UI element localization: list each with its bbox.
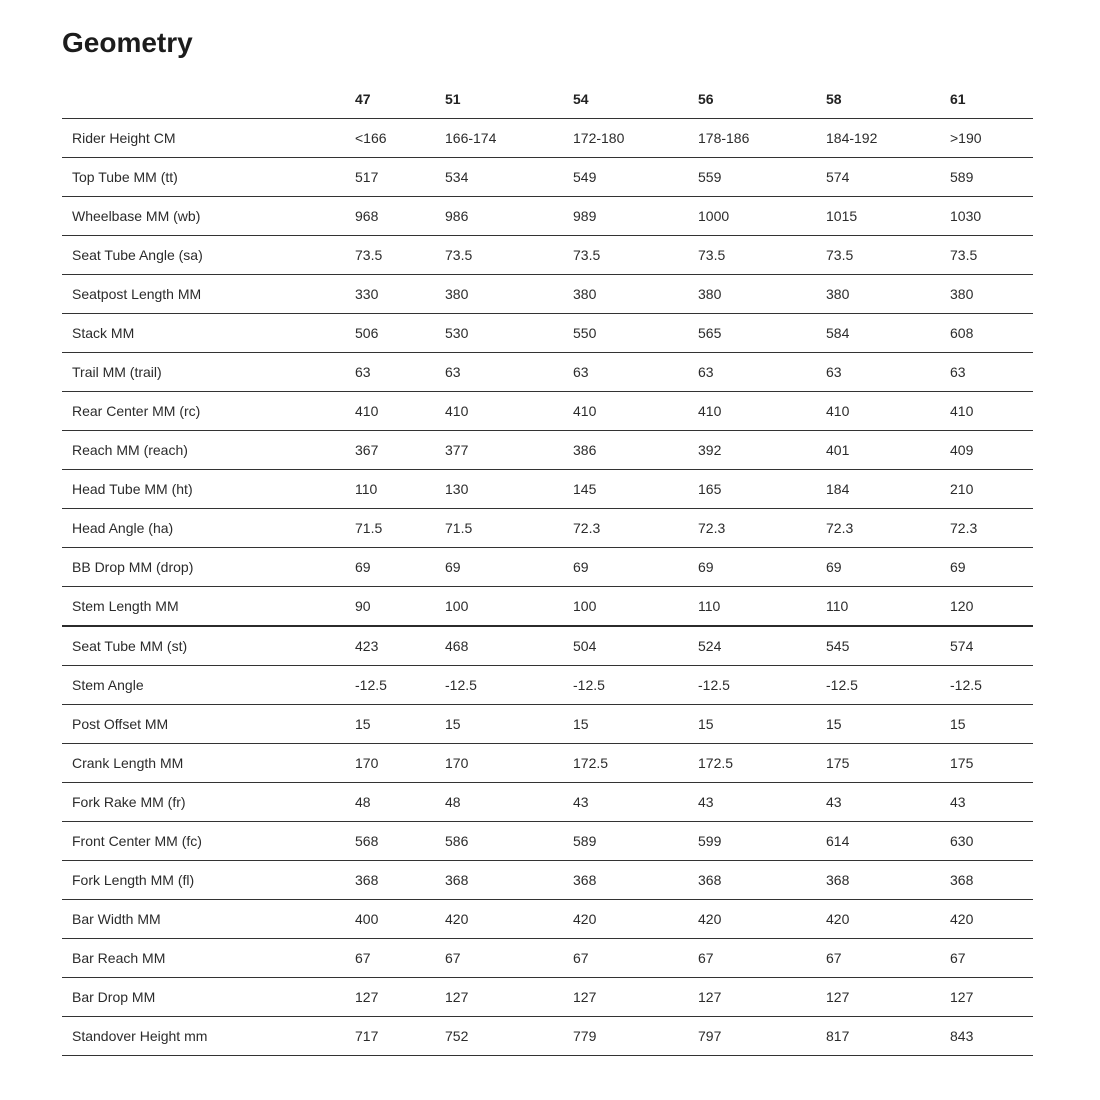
row-value: 504 (563, 626, 688, 666)
row-value: 72.3 (940, 509, 1033, 548)
corner-cell (62, 85, 345, 119)
row-value: 534 (435, 158, 563, 197)
row-value: 172-180 (563, 119, 688, 158)
geometry-table (62, 85, 1033, 1056)
row-value: 400 (345, 900, 435, 939)
table-row (62, 978, 1033, 1017)
row-value: 368 (345, 861, 435, 900)
row-value: 368 (940, 861, 1033, 900)
row-label: BB Drop MM (drop) (62, 548, 345, 587)
table-row (62, 392, 1033, 431)
table-row (62, 548, 1033, 587)
row-value: 574 (940, 626, 1033, 666)
row-label: Seatpost Length MM (62, 275, 345, 314)
row-value: 377 (435, 431, 563, 470)
row-value: 67 (563, 939, 688, 978)
row-value: 172.5 (563, 744, 688, 783)
row-label: Stem Length MM (62, 587, 345, 627)
row-label: Crank Length MM (62, 744, 345, 783)
column-header-size-51: 51 (435, 85, 563, 119)
row-value: 517 (345, 158, 435, 197)
row-value: 69 (940, 548, 1033, 587)
geometry-table-body (62, 119, 1033, 1056)
row-value: 420 (816, 900, 940, 939)
row-value: -12.5 (940, 666, 1033, 705)
row-label: Standover Height mm (62, 1017, 345, 1056)
row-value: 506 (345, 314, 435, 353)
row-value: 410 (563, 392, 688, 431)
row-value: 90 (345, 587, 435, 627)
row-value: 330 (345, 275, 435, 314)
row-value: 110 (688, 587, 816, 627)
row-value: 584 (816, 314, 940, 353)
row-value: 67 (345, 939, 435, 978)
table-row (62, 900, 1033, 939)
column-header-size-61: 61 (940, 85, 1033, 119)
row-value: 524 (688, 626, 816, 666)
row-value: 73.5 (940, 236, 1033, 275)
row-value: 63 (688, 353, 816, 392)
row-value: 73.5 (816, 236, 940, 275)
row-value: 100 (435, 587, 563, 627)
row-value: 178-186 (688, 119, 816, 158)
table-row (62, 158, 1033, 197)
row-value: 43 (816, 783, 940, 822)
row-label: Fork Rake MM (fr) (62, 783, 345, 822)
row-value: 15 (345, 705, 435, 744)
row-value: 43 (563, 783, 688, 822)
row-value: 380 (816, 275, 940, 314)
row-value: 170 (345, 744, 435, 783)
table-row (62, 236, 1033, 275)
table-header-row (62, 85, 1033, 119)
table-row (62, 822, 1033, 861)
row-label: Fork Length MM (fl) (62, 861, 345, 900)
row-label: Reach MM (reach) (62, 431, 345, 470)
row-value: 67 (816, 939, 940, 978)
row-value: 67 (940, 939, 1033, 978)
table-row (62, 470, 1033, 509)
row-value: -12.5 (345, 666, 435, 705)
row-value: 386 (563, 431, 688, 470)
row-value: 43 (688, 783, 816, 822)
row-value: 380 (435, 275, 563, 314)
row-value: 73.5 (688, 236, 816, 275)
row-label: Bar Reach MM (62, 939, 345, 978)
row-value: 73.5 (345, 236, 435, 275)
row-value: 843 (940, 1017, 1033, 1056)
row-value: -12.5 (816, 666, 940, 705)
row-value: -12.5 (563, 666, 688, 705)
table-row (62, 509, 1033, 548)
row-value: 589 (563, 822, 688, 861)
row-value: 43 (940, 783, 1033, 822)
table-row (62, 705, 1033, 744)
table-row (62, 939, 1033, 978)
row-value: 545 (816, 626, 940, 666)
column-header-size-47: 47 (345, 85, 435, 119)
row-value: 175 (816, 744, 940, 783)
table-row (62, 626, 1033, 666)
row-value: 127 (816, 978, 940, 1017)
row-value: 48 (345, 783, 435, 822)
row-label: Trail MM (trail) (62, 353, 345, 392)
row-value: 367 (345, 431, 435, 470)
row-value: 410 (688, 392, 816, 431)
row-value: 1030 (940, 197, 1033, 236)
row-value: 752 (435, 1017, 563, 1056)
row-value: 15 (816, 705, 940, 744)
column-header-size-56: 56 (688, 85, 816, 119)
row-label: Bar Drop MM (62, 978, 345, 1017)
row-value: 410 (940, 392, 1033, 431)
row-value: 63 (435, 353, 563, 392)
row-value: 550 (563, 314, 688, 353)
row-value: 67 (435, 939, 563, 978)
row-value: 73.5 (435, 236, 563, 275)
row-value: 72.3 (688, 509, 816, 548)
row-value: 175 (940, 744, 1033, 783)
row-value: 420 (940, 900, 1033, 939)
row-value: 127 (345, 978, 435, 1017)
row-value: 15 (688, 705, 816, 744)
row-value: 410 (435, 392, 563, 431)
page-title: Geometry (62, 27, 193, 58)
row-value: 127 (940, 978, 1033, 1017)
row-value: 110 (345, 470, 435, 509)
row-value: 127 (563, 978, 688, 1017)
row-label: Post Offset MM (62, 705, 345, 744)
row-value: 72.3 (563, 509, 688, 548)
row-value: 565 (688, 314, 816, 353)
row-value: 423 (345, 626, 435, 666)
row-value: 184-192 (816, 119, 940, 158)
row-value: 468 (435, 626, 563, 666)
row-value: 380 (940, 275, 1033, 314)
table-row (62, 587, 1033, 627)
row-value: -12.5 (688, 666, 816, 705)
row-value: 549 (563, 158, 688, 197)
table-row (62, 275, 1033, 314)
row-value: 100 (563, 587, 688, 627)
table-row (62, 353, 1033, 392)
row-value: 15 (563, 705, 688, 744)
row-value: 989 (563, 197, 688, 236)
row-value: 120 (940, 587, 1033, 627)
row-value: 166-174 (435, 119, 563, 158)
table-row (62, 314, 1033, 353)
row-label: Seat Tube MM (st) (62, 626, 345, 666)
row-value: 420 (688, 900, 816, 939)
row-value: 614 (816, 822, 940, 861)
row-value: 568 (345, 822, 435, 861)
row-label: Seat Tube Angle (sa) (62, 236, 345, 275)
row-value: 172.5 (688, 744, 816, 783)
table-row (62, 744, 1033, 783)
row-value: 420 (435, 900, 563, 939)
row-value: 73.5 (563, 236, 688, 275)
table-row (62, 431, 1033, 470)
row-value: 15 (435, 705, 563, 744)
row-value: 986 (435, 197, 563, 236)
row-value: 380 (688, 275, 816, 314)
row-value: 599 (688, 822, 816, 861)
row-value: 165 (688, 470, 816, 509)
row-value: 797 (688, 1017, 816, 1056)
row-value: 210 (940, 470, 1033, 509)
row-value: 817 (816, 1017, 940, 1056)
row-value: 63 (816, 353, 940, 392)
row-value: 63 (940, 353, 1033, 392)
row-value: 72.3 (816, 509, 940, 548)
row-label: Rear Center MM (rc) (62, 392, 345, 431)
row-value: 968 (345, 197, 435, 236)
row-value: 420 (563, 900, 688, 939)
table-row (62, 119, 1033, 158)
row-value: 127 (688, 978, 816, 1017)
row-value: 380 (563, 275, 688, 314)
row-value: 589 (940, 158, 1033, 197)
row-value: 184 (816, 470, 940, 509)
row-value: 63 (345, 353, 435, 392)
row-value: 69 (688, 548, 816, 587)
row-value: -12.5 (435, 666, 563, 705)
row-value: 110 (816, 587, 940, 627)
row-value: <166 (345, 119, 435, 158)
row-value: 401 (816, 431, 940, 470)
row-value: 63 (563, 353, 688, 392)
table-row (62, 666, 1033, 705)
row-label: Head Tube MM (ht) (62, 470, 345, 509)
row-value: 1015 (816, 197, 940, 236)
row-label: Top Tube MM (tt) (62, 158, 345, 197)
row-value: 69 (816, 548, 940, 587)
row-value: 15 (940, 705, 1033, 744)
row-label: Wheelbase MM (wb) (62, 197, 345, 236)
table-row (62, 861, 1033, 900)
row-value: 717 (345, 1017, 435, 1056)
row-value: 127 (435, 978, 563, 1017)
row-value: 368 (435, 861, 563, 900)
row-value: 392 (688, 431, 816, 470)
row-value: 586 (435, 822, 563, 861)
row-value: 71.5 (345, 509, 435, 548)
row-label: Rider Height CM (62, 119, 345, 158)
row-value: 410 (345, 392, 435, 431)
row-label: Bar Width MM (62, 900, 345, 939)
row-value: 1000 (688, 197, 816, 236)
row-value: 630 (940, 822, 1033, 861)
row-value: 71.5 (435, 509, 563, 548)
table-row (62, 783, 1033, 822)
row-value: 69 (435, 548, 563, 587)
row-value: 368 (816, 861, 940, 900)
row-value: >190 (940, 119, 1033, 158)
row-value: 170 (435, 744, 563, 783)
row-value: 67 (688, 939, 816, 978)
row-value: 69 (563, 548, 688, 587)
row-label: Stack MM (62, 314, 345, 353)
row-label: Front Center MM (fc) (62, 822, 345, 861)
row-value: 559 (688, 158, 816, 197)
column-header-size-54: 54 (563, 85, 688, 119)
row-value: 608 (940, 314, 1033, 353)
row-value: 48 (435, 783, 563, 822)
row-value: 130 (435, 470, 563, 509)
row-label: Stem Angle (62, 666, 345, 705)
row-value: 368 (688, 861, 816, 900)
row-value: 368 (563, 861, 688, 900)
row-value: 530 (435, 314, 563, 353)
row-value: 574 (816, 158, 940, 197)
row-value: 410 (816, 392, 940, 431)
row-value: 409 (940, 431, 1033, 470)
table-row (62, 197, 1033, 236)
row-label: Head Angle (ha) (62, 509, 345, 548)
column-header-size-58: 58 (816, 85, 940, 119)
row-value: 69 (345, 548, 435, 587)
row-value: 145 (563, 470, 688, 509)
row-value: 779 (563, 1017, 688, 1056)
table-row (62, 1017, 1033, 1056)
